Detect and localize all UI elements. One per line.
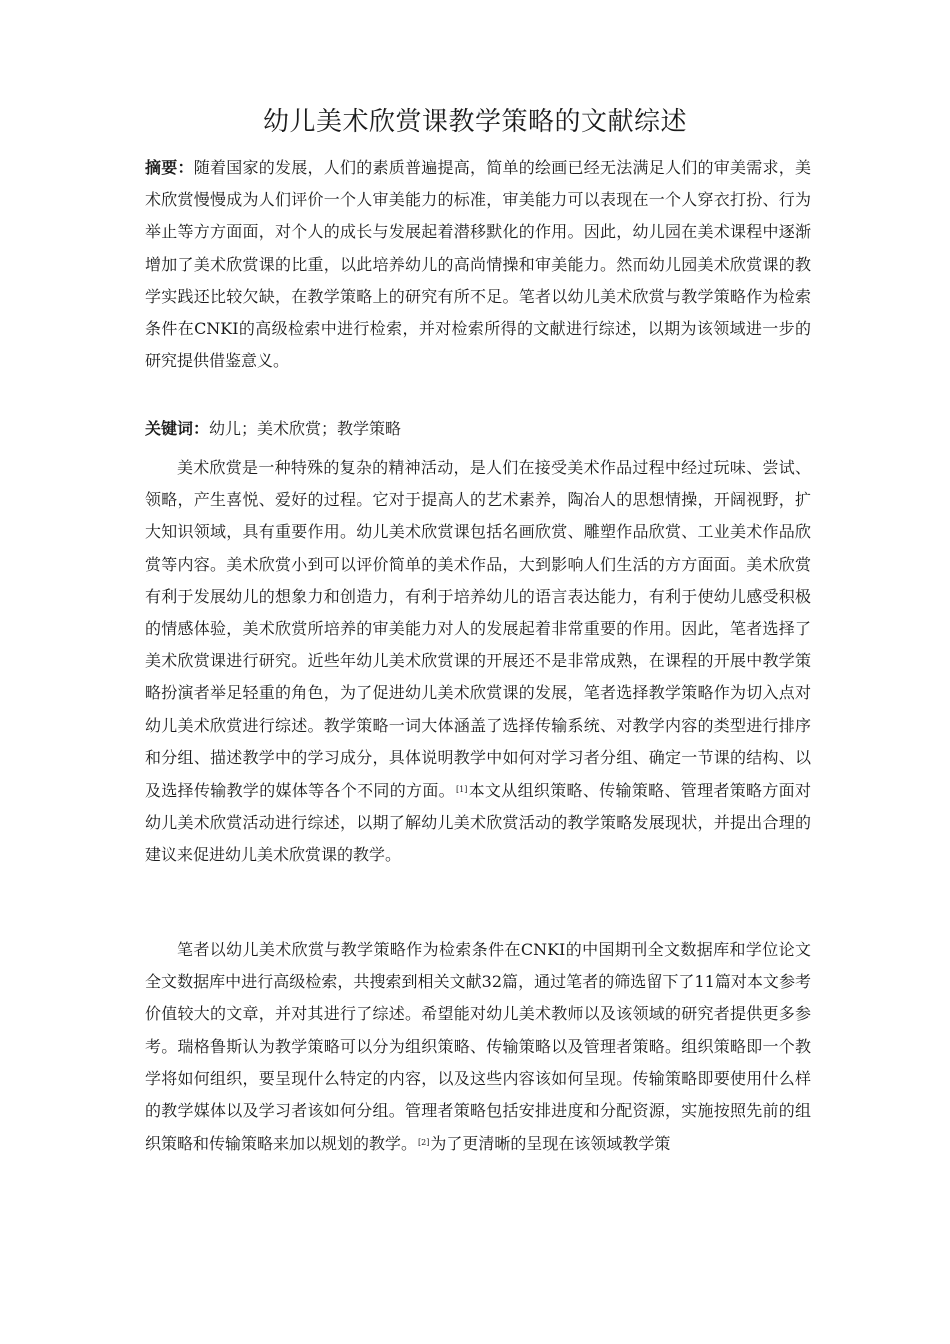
citation-ref-1: [1] bbox=[456, 785, 468, 795]
paragraph-1-text-b: 本文从组织策略、传输策略、管理者策略方面对幼儿美术欣赏活动进行综述，以期了解幼儿美术欣赏活动的教学策略发展现状，并提出合理的建议来促进幼儿美术欣赏课的教学。 bbox=[145, 781, 811, 865]
keywords-section bbox=[145, 413, 811, 445]
abstract-text: 随着国家的发展，人们的素质普遍提高，简单的绘画已经无法满足人们的审美需求，美术欣赏慢慢成为人们评价一个人审美能力的标准，审美能力可以表现在一个人穿衣打扮、行为举止等方方面面，对个人的成长与发展起着潜移默化的作用。因此，幼儿园在美术课程中逐渐增加了美术欣赏课的比重，以此培养幼儿的高尚情操和审美能力。然而幼儿园美术欣赏课的教学实践还比较欠缺，在教学策略上的研究有所不足。笔者以幼儿美术欣赏与教学策略作为检索条件在CNKI的高级检索中进行检索，并对检索所得的文献进行综述，以期为该领域进一步的研究提供借鉴意义。 bbox=[145, 158, 811, 371]
keywords-label: 关键词： bbox=[145, 419, 210, 438]
abstract-section bbox=[145, 152, 811, 377]
abstract-label: 摘要： bbox=[145, 158, 194, 177]
document-title: 幼儿美术欣赏课教学策略的文献综述 bbox=[262, 107, 687, 137]
body-paragraph-1 bbox=[145, 452, 811, 872]
paragraph-2-text-a: 笔者以幼儿美术欣赏与教学策略作为检索条件在CNKI的中国期刊全文数据库和学位论文全文数据库中进行高级检索，共搜索到相关文献32篇，通过笔者的筛选留下了11篇对本文参考价值较大的文章，并对其进行了综述。希望能对幼儿美术教师以及该领域的研究者提供更多参考。瑞格鲁斯认为教学策略可以分为组织策略、传输策略以及管理者策略。组织策略即一个教学将如何组织，要呈现什么特定的内容，以及这些内容该如何呈现。传输策略即要使用什么样的教学媒体以及学习者该如何分组。管理者策略包括安排进度和分配资源，实施按照先前的组织策略和传输策略来加以规划的教学。 bbox=[145, 940, 811, 1154]
keywords-text: 幼儿；美术欣赏；教学策略 bbox=[209, 419, 402, 438]
body-paragraph-2 bbox=[145, 934, 811, 1160]
paragraph-2-text-b: 为了更清晰的呈现在该领域教学策 bbox=[430, 1134, 671, 1154]
citation-ref-2: [2] bbox=[418, 1138, 430, 1148]
paragraph-1-text-a: 美术欣赏是一种特殊的复杂的精神活动，是人们在接受美术作品过程中经过玩味、尝试、领略，产生喜悦、爱好的过程。它对于提高人的艺术素养，陶冶人的思想情操，开阔视野，扩大知识领域，具有重要作用。幼儿美术欣赏课包括名画欣赏、雕塑作品欣赏、工业美术作品欣赏等内容。美术欣赏小到可以评价简单的美术作品，大到影响人们生活的方方面面。美术欣赏有利于发展幼儿的想象力和创造力，有利于培养幼儿的语言表达能力，有利于使幼儿感受积极的情感体验，美术欣赏所培养的审美能力对人的发展起着非常重要的作用。因此，笔者选择了美术欣赏课进行研究。近些年幼儿美术欣赏课的开展还不是非常成熟，在课程的开展中教学策略扮演者举足轻重的角色，为了促进幼儿美术欣赏课的发展，笔者选择教学策略作为切入点对幼儿美术欣赏进行综述。教学策略一词大体涵盖了选择传输系统、对教学内容的类型进行排序和分组、描述教学中的学习成分，具体说明教学中如何对学习者分组、确定一节课的结构、以及选择传输教学的媒体等各个不同的方面。 bbox=[145, 458, 811, 801]
